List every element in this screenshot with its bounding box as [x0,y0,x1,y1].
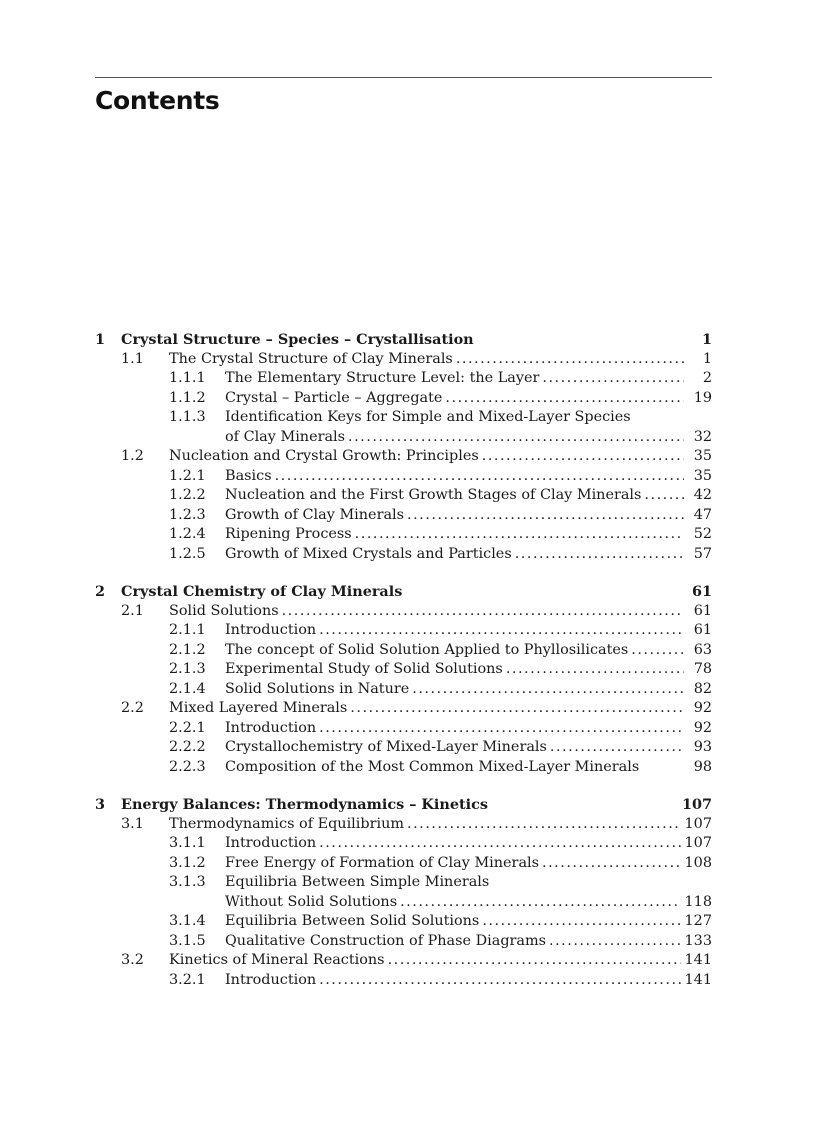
toc-page-number: 32 [693,428,712,445]
toc-leader [542,854,681,874]
toc-leader [319,834,680,854]
toc-page-number: 141 [684,952,712,968]
toc-leader [388,951,681,971]
toc-page-number: 107 [684,835,712,851]
toc-entry[interactable] [95,641,712,661]
toc-page-number: 61 [693,602,712,619]
toc-title: The concept of Solid Solution Applied to Phyllosilicates [225,641,629,658]
toc-leader [400,893,680,913]
toc-leader [456,350,684,370]
toc-title: Experimental Study of Solid Solutions [225,661,503,677]
toc-title: Basics [225,467,272,484]
toc-number: 3.1.2 [169,854,206,871]
toc-entry[interactable] [95,834,712,854]
toc-title: Growth of Clay Minerals [225,506,405,523]
toc-leader [412,680,684,700]
toc-title: Mixed Layered Minerals [169,700,348,716]
toc-entry[interactable] [95,932,712,952]
toc-leader [542,369,684,389]
toc-number: 2.1 [121,602,144,619]
toc-entry[interactable] [95,660,712,680]
toc-title: Growth of Mixed Crystals and Particles [225,545,512,562]
toc-leader [515,545,684,565]
toc-page-number: 1 [701,331,712,348]
toc-entry[interactable] [95,389,712,409]
toc-entry[interactable] [95,408,712,447]
toc-entry[interactable] [95,680,712,700]
toc-page-number: 2 [702,370,712,386]
toc-title: Qualitative Construction of Phase Diagrams [225,932,547,949]
toc-title: Nucleation and the First Growth Stages of Clay Minerals [225,487,642,503]
toc-entry[interactable] [95,621,712,641]
toc-entry[interactable] [95,525,712,545]
toc-page-number: 118 [684,893,712,910]
toc-entry[interactable] [95,854,712,874]
toc-number: 3.1.1 [169,835,206,851]
toc-entry[interactable] [95,486,712,506]
toc-leader [275,467,684,487]
toc-chapter[interactable] [95,330,712,350]
toc-title: Free Energy of Formation of Clay Minerals [225,854,540,871]
toc-page-number: 127 [684,913,712,929]
toc-leader [631,641,684,661]
toc-entry[interactable] [95,719,712,739]
toc-title: Introduction [225,971,317,988]
toc-title: The Elementary Structure Level: the Layer [225,370,540,386]
toc-number: 3.1 [121,815,144,832]
toc-page-number: 42 [693,487,712,503]
toc-number: 2 [95,583,106,600]
toc-number: 3.1.3 [169,874,206,890]
toc-leader [550,738,684,758]
toc-leader [350,699,684,719]
toc-leader [445,389,684,409]
toc-number: 2.2.3 [169,758,206,775]
toc-number: 3 [95,796,106,813]
toc-page-number: 107 [681,796,712,813]
toc-page-number: 19 [693,389,712,406]
toc-title: Thermodynamics of Equilibrium [169,815,404,832]
toc-page-number: 47 [693,506,712,523]
toc-entry[interactable] [95,758,712,778]
page-title: Contents [95,86,220,115]
toc-page-number: 108 [684,854,712,871]
toc-title: Identification Keys for Simple and Mixed-Layer Species [225,409,631,425]
toc-number: 3.2.1 [169,971,206,988]
toc-leader [482,447,684,467]
toc-entry[interactable] [95,447,712,467]
table-of-contents [95,330,712,990]
top-rule [95,77,712,78]
toc-number: 2.1.1 [169,622,206,638]
toc-leader [407,815,681,835]
toc-number: 2.1.2 [169,641,206,658]
toc-number: 3.2 [121,952,144,968]
toc-number: 1 [95,331,106,348]
toc-leader [319,719,684,739]
toc-title: Solid Solutions in Nature [225,680,410,697]
toc-entry[interactable] [95,506,712,526]
toc-leader [644,486,684,506]
toc-leader [482,912,680,932]
toc-title: Composition of the Most Common Mixed-Layer Minerals [225,758,640,775]
toc-title: Introduction [225,835,317,851]
toc-number: 1.1.1 [169,370,206,386]
toc-number: 1.1.2 [169,389,206,406]
toc-leader [319,971,680,991]
toc-entry[interactable] [95,467,712,487]
toc-leader [506,660,684,680]
toc-entry[interactable] [95,951,712,971]
toc-leader [282,602,684,622]
toc-page-number: 61 [693,622,712,638]
toc-entry[interactable] [95,971,712,991]
toc-entry[interactable] [95,350,712,370]
toc-entry[interactable] [95,873,712,912]
toc-page-number: 57 [693,545,712,562]
toc-title: Kinetics of Mineral Reactions [169,952,385,968]
toc-page-number: 52 [693,526,712,542]
toc-page-number: 92 [693,719,712,736]
toc-number: 1.2.3 [169,506,206,523]
toc-number: 3.1.5 [169,932,206,949]
toc-number: 1.1.3 [169,409,206,425]
toc-number: 1.2.2 [169,487,206,503]
toc-title: The Crystal Structure of Clay Minerals [169,350,453,367]
toc-page-number: 1 [702,350,712,367]
toc-number: 2.2 [121,700,144,716]
toc-page-number: 133 [684,932,712,949]
toc-number: 2.2.2 [169,739,206,755]
toc-title: Without Solid Solutions [225,893,398,910]
toc-title: Crystal Chemistry of Clay Minerals [121,583,403,600]
toc-chapter[interactable] [95,582,712,602]
toc-entry[interactable] [95,699,712,719]
toc-number: 2.2.1 [169,719,206,736]
toc-page-number: 82 [693,680,712,697]
toc-page-number: 98 [693,758,712,775]
toc-number: 1.2.5 [169,545,206,562]
toc-page-number: 107 [684,815,712,832]
toc-title: Equilibria Between Simple Minerals [225,874,490,890]
toc-number: 1.2.1 [169,467,206,484]
toc-page-number: 35 [693,467,712,484]
toc-leader [348,428,684,448]
toc-number: 3.1.4 [169,913,206,929]
toc-entry[interactable] [95,738,712,758]
toc-leader [319,621,684,641]
toc-number: 1.2.4 [169,526,206,542]
toc-page-number: 141 [684,971,712,988]
toc-title: Crystal Structure – Species – Crystallisation [121,331,474,348]
toc-number: 1.1 [121,350,144,367]
toc-title: Ripening Process [225,526,352,542]
toc-page-number: 35 [693,448,712,464]
toc-entry[interactable] [95,815,712,835]
toc-title: Introduction [225,622,317,638]
toc-number: 2.1.3 [169,661,206,677]
toc-page-number: 92 [693,700,712,716]
toc-number: 1.2 [121,448,144,464]
toc-title: Energy Balances: Thermodynamics – Kinetics [121,796,488,813]
toc-page-number: 63 [693,641,712,658]
toc-entry[interactable] [95,369,712,389]
toc-title: Introduction [225,719,317,736]
toc-entry[interactable] [95,545,712,565]
toc-chapter[interactable] [95,795,712,815]
toc-page-number: 78 [693,661,712,677]
toc-leader [549,932,681,952]
toc-number: 2.1.4 [169,680,206,697]
toc-title: Crystal – Particle – Aggregate [225,389,443,406]
toc-entry[interactable] [95,602,712,622]
toc-title: Solid Solutions [169,602,279,619]
toc-page-number: 61 [691,583,712,600]
toc-leader [407,506,684,526]
toc-page-number: 93 [693,739,712,755]
toc-title: of Clay Minerals [225,428,346,445]
toc-entry[interactable] [95,912,712,932]
toc-title: Equilibria Between Solid Solutions [225,913,480,929]
toc-title: Nucleation and Crystal Growth: Principles [169,448,479,464]
toc-title: Crystallochemistry of Mixed-Layer Minerals [225,739,547,755]
toc-leader [355,525,684,545]
